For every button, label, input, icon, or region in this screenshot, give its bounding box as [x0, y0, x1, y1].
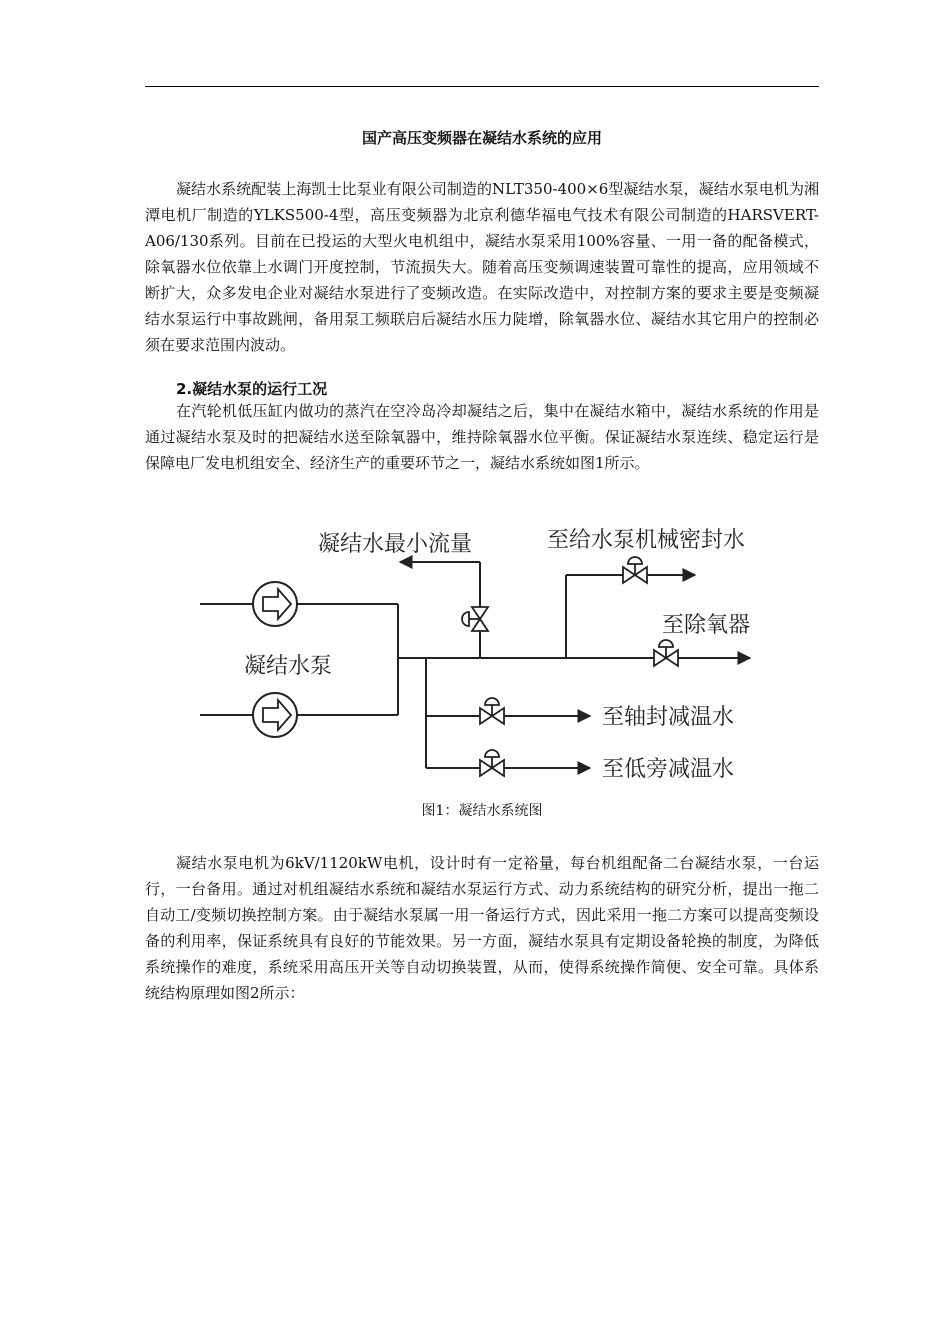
- label-seal-water: 至给水泵机械密封水: [547, 528, 746, 553]
- document-title: 国产高压变频器在凝结水系统的应用: [361, 129, 602, 147]
- label-shaft-seal: 至轴封减温水: [602, 705, 735, 730]
- min-flow-valve-icon: [462, 607, 488, 631]
- paragraph-intro: 凝结水系统配装上海凯士比泵业有限公司制造的NLT350-400×6型凝结水泵，凝结水泵电机为湘潭电机厂制造的YLKS500-4型，高压变频器为北京利德华福电气技术有限公司制造的HARSVERT-A06/130系列。目前在已投运的大型火电机组中，凝结水泵采用100%容量、一用一备的配备模式，除氧器水位依靠上水调门开度控制，节流损失大。随着高压变频调速装置可靠性的提高，应用领域不断扩大，众多发电企业对凝结水泵进行了变频改造。在实际改造中，对控制方案的要求主要是变频凝结水泵运行中事故跳闸，备用泵工频联启后凝结水压力陡增，除氧器水位、凝结水其它用户的控制必须在要求范围内波动。: [145, 180, 819, 354]
- pump1-arrow-icon: [263, 589, 291, 619]
- low-bypass-valve-icon: [480, 750, 504, 776]
- label-low-bypass: 至低旁减温水: [602, 757, 735, 782]
- seal-water-valve-icon: [623, 557, 647, 583]
- label-pump: 凝结水泵: [244, 654, 333, 679]
- label-min-flow: 凝结水最小流量: [318, 532, 473, 557]
- pump2-arrow-icon: [263, 700, 291, 730]
- shaft-seal-valve-icon: [480, 698, 504, 724]
- deaerator-valve-icon: [654, 640, 678, 666]
- section-heading: 2.凝结水泵的运行工况: [176, 380, 328, 398]
- paragraph-motor: 凝结水泵电机为6kV/1120kW电机，设计时有一定裕量，每台机组配备二台凝结水泵，一台运行，一台备用。通过对机组凝结水系统和凝结水泵运行方式、动力系统结构的研究分析，提出一拖二自动工/变频切换控制方案。由于凝结水泵属一用一备运行方式，因此采用一拖二方案可以提高变频设备的利用率，保证系统具有良好的节能效果。另一方面，凝结水泵具有定期设备轮换的制度，为降低系统操作的难度，系统采用高压开关等自动切换装置，从而，使得系统操作简便、安全可靠。具体系统结构原理如图2所示：: [145, 854, 819, 1002]
- header-rule: [145, 86, 819, 87]
- paragraph-operation: 在汽轮机低压缸内做功的蒸汽在空冷岛冷却凝结之后，集中在凝结水箱中，凝结水系统的作用是通过凝结水泵及时的把凝结水送至除氧器中，维持除氧器水位平衡。保证凝结水泵连续、稳定运行是保障电厂发电机组安全、经济生产的重要环节之一，凝结水系统如图1所示。: [145, 402, 819, 472]
- label-deaerator: 至除氧器: [662, 613, 751, 638]
- condensate-system-diagram: [190, 515, 790, 800]
- figure-caption: 图1：凝结水系统图: [421, 803, 543, 819]
